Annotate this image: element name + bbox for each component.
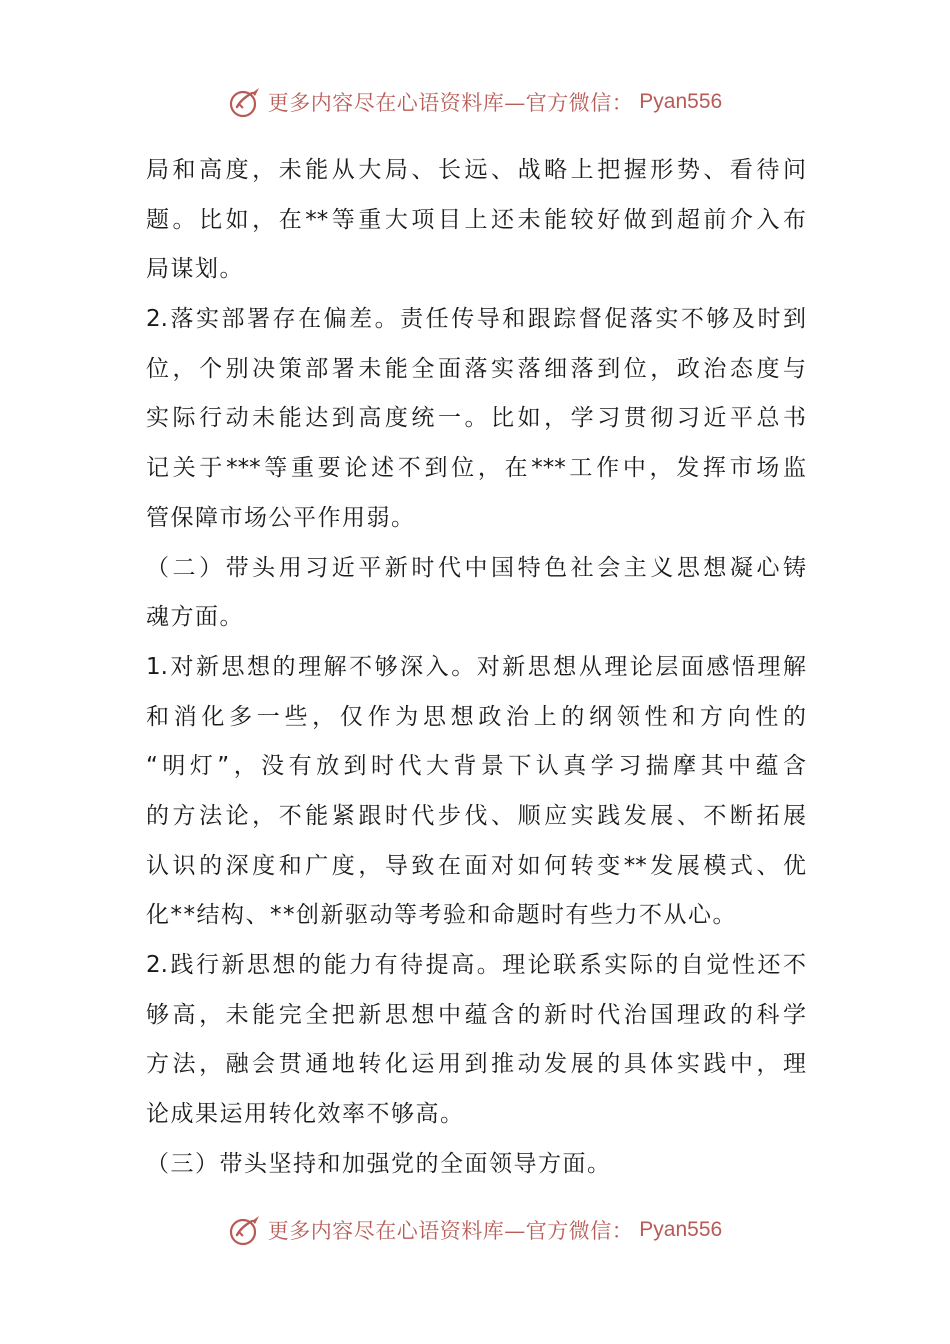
body-line: 方法，融会贯通地转化运用到推动发展的具体实践中，理	[146, 1051, 806, 1078]
body-line: 化**结构、**创新驱动等考验和命题时有些力不从心。	[146, 902, 737, 929]
header-banner	[0, 82, 950, 122]
body-line: 记关于***等重要论述不到位，在***工作中，发挥市场监	[146, 455, 806, 482]
body-line: 1.对新思想的理解不够深入。对新思想从理论层面感悟理解	[146, 653, 806, 680]
body-line: 够高，未能完全把新思想中蕴含的新时代治国理政的科学	[146, 1001, 806, 1028]
body-line: 管保障市场公平作用弱。	[146, 504, 416, 531]
footer-banner	[0, 1210, 950, 1250]
body-line: 局谋划。	[146, 256, 244, 283]
body-line: 题。比如，在**等重大项目上还未能较好做到超前介入布	[146, 206, 806, 233]
header-wechat-id: Pyan556	[639, 90, 723, 113]
document-body	[146, 146, 806, 1189]
body-line: 和消化多一些，仅作为思想政治上的纲领性和方向性的	[146, 703, 806, 730]
body-line: 位，个别决策部署未能全面落实落细落到位，政治态度与	[146, 355, 806, 382]
footer-brand-text: 更多内容尽在心语资料库—官方微信：	[267, 1219, 634, 1243]
body-line: 2.落实部署存在偏差。责任传导和跟踪督促落实不够及时到	[146, 306, 806, 333]
body-line: （三）带头坚持和加强党的全面领导方面。	[146, 1150, 612, 1177]
header-brand-text: 更多内容尽在心语资料库—官方微信：	[267, 91, 634, 115]
body-line: 实际行动未能达到高度统一。比如，学习贯彻习近平总书	[146, 405, 806, 432]
body-line: 的方法论，不能紧跟时代步伐、顺应实践发展、不断拓展	[146, 802, 806, 829]
body-line: “明灯”，没有放到时代大背景下认真学习揣摩其中蕴含	[146, 753, 806, 780]
body-line: （二）带头用习近平新时代中国特色社会主义思想凝心铸	[146, 554, 806, 581]
body-line: 认识的深度和广度，导致在面对如何转变**发展模式、优	[146, 852, 806, 879]
quill-seal-icon	[228, 85, 262, 119]
body-line: 论成果运用转化效率不够高。	[146, 1101, 465, 1128]
quill-seal-icon	[228, 1213, 262, 1247]
footer-wechat-id: Pyan556	[639, 1218, 723, 1241]
body-line: 2.践行新思想的能力有待提高。理论联系实际的自觉性还不	[146, 952, 806, 978]
body-line: 局和高度，未能从大局、长远、战略上把握形势、看待问	[146, 157, 806, 183]
body-line: 魂方面。	[146, 604, 244, 631]
